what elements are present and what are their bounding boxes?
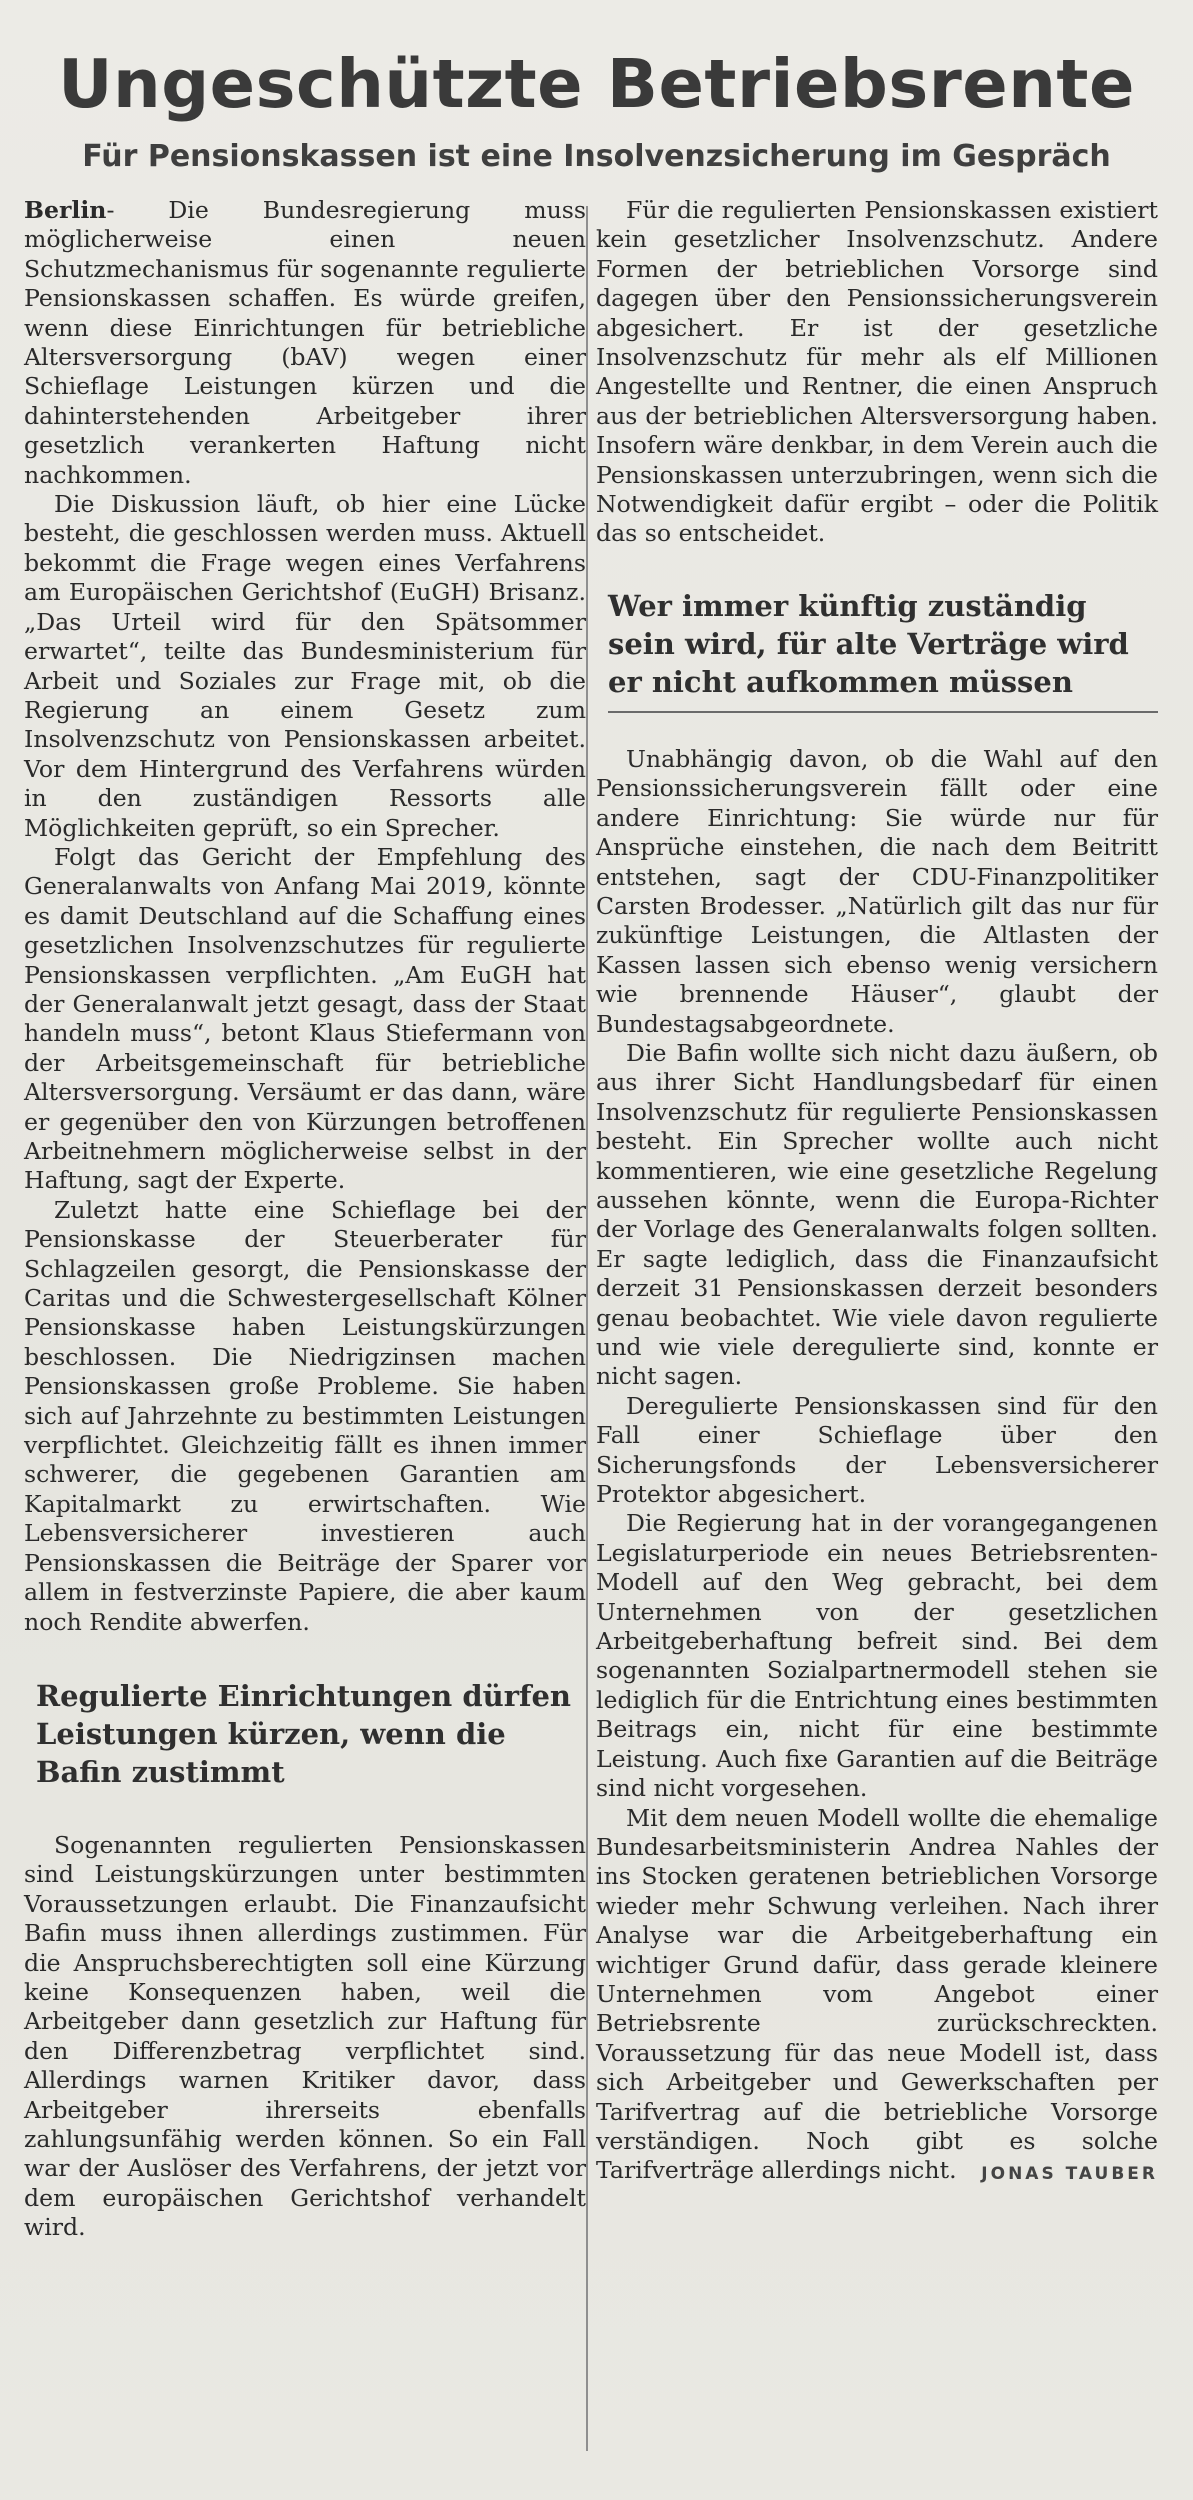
paragraph: Die Diskussion läuft, ob hier eine Lücke besteht, die geschlossen werden muss. Aktuell bekommt die Frage wegen eines Verfahrens am Europäischen Gerichtshof (EuGH) Brisanz. „Das Urteil wird für den Spätsommer erwartet“, teilte das Bundesministerium für Arbeit und Soziales zur Frage mit, ob die Regierung an einem Gesetz zum Insolvenzschutz von Pensionskassen arbeitet. Vor dem Hintergrund des Verfahrens würden in den zuständigen Ressorts alle Möglichkeiten geprüft, so ein Sprecher. <box>24 490 586 842</box>
paragraph: Folgt das Gericht der Empfehlung des Generalanwalts von Anfang Mai 2019, könnte es damit Deutschland auf die Schaffung eines gesetzlichen Insolvenzschutzes für regulierte Pensionskassen verpflichten. „Am EuGH hat der Generalanwalt jetzt gesagt, dass der Staat handeln muss“, betont Klaus Stiefermann von der Arbeitsgemeinschaft für betriebliche Altersversorgung. Versäumt er das dann, wäre er gegenüber den von Kürzungen betroffenen Arbeitnehmern möglicherweise selbst in der Haftung, sagt der Experte. <box>24 842 586 1195</box>
paragraph: Die Regierung hat in der vorangegangenen Legislaturperiode ein neues Betriebsrenten-Modell auf den Weg gebracht, bei dem Unternehmen von der gesetzlichen Arbeitgeberhaftung befreit sind. Bei dem sogenannten Sozialpartnermodell stehen sie lediglich für die Entrichtung eines bestimmten Beitrags ein, nicht für eine bestimmte Leistung. Auch fixe Garantien auf die Beiträge sind nicht vorgesehen. <box>596 1509 1158 1803</box>
section-subhead-right: Wer immer künftig zuständig sein wird, für alte Verträge wird er nicht aufkommen müssen <box>608 588 1129 699</box>
subheadline: Für Pensionskassen ist eine Insolvenzsicherung im Gespräch <box>82 139 1111 174</box>
section-subhead-left: Regulierte Einrichtungen dürfen Leistungen kürzen, wenn die Bafin zustimmt <box>36 1678 571 1789</box>
paragraph: Die Bafin wollte sich nicht dazu äußern, ob aus ihrer Sicht Handlungsbedarf für einen Insolvenzschutz für regulierte Pensionskassen besteht. Ein Sprecher wollte auch nicht kommentieren, wie eine gesetzliche Regelung aussehen könnte, wenn die Europa-Richter der Vorlage des Generalanwalts folgen sollten. Er sagte lediglich, dass die Finanzaufsicht derzeit 31 Pensionskassen derzeit besonders genau beobachtet. Wie viele davon regulierte und wie viele deregulierte sind, konnte er nicht sagen. <box>596 1038 1158 1391</box>
intro-text: - Die Bundesregierung muss möglicherweise einen neuen Schutzmechanismus für sogenannte regulierte Pensionskassen schaffen. Es würde greifen, wenn diese Einrichtungen für betriebliche Altersversorgung (bAV) wegen einer Schieflage Leistungen kürzen und die dahinterstehenden Arbeitgeber ihrer gesetzlich verankerten Haftung nicht nachkommen. <box>24 196 586 489</box>
article-column-right <box>596 196 1158 2189</box>
paragraph: Unabhängig davon, ob die Wahl auf den Pensionssicherungsverein fällt oder eine andere Einrichtung: Sie würde nur für Ansprüche einstehen, die nach dem Beitritt entstehen, sagt der CDU-Finanzpolitiker Carsten Brodesser. „Natürlich gilt das nur für zukünftige Leistungen, die Altlasten der Kassen lassen sich ebenso wenig versichern wie brennende Häuser“, glaubt der Bundestagsabgeordnete. <box>596 744 1158 1038</box>
article-column-left <box>24 196 586 2243</box>
byline: JONAS TAUBER <box>981 2163 1158 2184</box>
column-divider <box>586 206 588 2451</box>
paragraph: Für die regulierten Pensionskassen existiert kein gesetzlicher Insolvenzschutz. Andere Formen der betrieblichen Vorsorge sind dagegen über den Pensionssicherungsverein abgesichert. Er ist der gesetzliche Insolvenzschutz für mehr als elf Millionen Angestellte und Rentner, die einen Anspruch aus der betrieblichen Altersversorgung haben. Insofern wäre denkbar, in dem Verein auch die Pensionskassen unterzubringen, wenn sich die Notwendigkeit dafür ergibt – oder die Politik das so entscheidet. <box>596 196 1158 548</box>
paragraph: Deregulierte Pensionskassen sind für den Fall einer Schieflage über den Sicherungsfonds der Lebensversicherer Protektor abgesichert. <box>596 1391 1158 1509</box>
paragraph: Zuletzt hatte eine Schieflage bei der Pensionskasse der Steuerberater für Schlagzeilen gesorgt, die Pensionskasse der Caritas und die Schwestergesellschaft Kölner Pensionskasse haben Leistungskürzungen beschlossen. Die Niedrigzinsen machen Pensionskassen große Probleme. Sie haben sich auf Jahrzehnte zu bestimmten Leistungen verpflichtet. Gleichzeitig fällt es ihnen immer schwerer, die gegebenen Garantien am Kapitalmarkt zu erwirtschaften. Wie Lebensversicherer investieren auch Pensionskassen die Beiträge der Sparer vor allem in festverzinste Papiere, die aber kaum noch Rendite abwerfen. <box>24 1195 586 1636</box>
intro-paragraph <box>24 196 586 490</box>
paragraph: Sogenannten regulierten Pensionskassen sind Leistungskürzungen unter bestimmten Voraussetzungen erlaubt. Die Finanzaufsicht Bafin muss ihnen allerdings zustimmen. Für die Anspruchsberechtigten soll eine Kürzung keine Konsequenzen haben, weil die Arbeitgeber dann gesetzlich zur Haftung für den Differenzbetrag verpflichtet sind. Allerdings warnen Kritiker davor, dass Arbeitgeber ihrerseits ebenfalls zahlungsunfähig werden können. So ein Fall war der Auslöser des Verfahrens, der jetzt vor dem europäischen Gerichtshof verhandelt wird. <box>24 1830 586 2242</box>
headline: Ungeschützte Betriebsrente <box>58 45 1135 123</box>
paragraph: Mit dem neuen Modell wollte die ehemalige Bundesarbeitsministerin Andrea Nahles der ins Stocken geratenen betrieblichen Vorsorge wieder mehr Schwung verleihen. Nach ihrer Analyse war die Arbeitgeberhaftung ein wichtiger Grund dafür, dass gerade kleinere Unternehmen vom Angebot einer Betriebsrente zurückschreckten. Voraussetzung für das neue Modell ist, dass sich Arbeitgeber und Gewerkschaften per Tarifvertrag auf die betriebliche Vorsorge verständigen. Noch gibt es solche Tarifverträge allerdings nicht. <box>596 1803 1158 2185</box>
dateline: Berlin <box>24 196 107 224</box>
